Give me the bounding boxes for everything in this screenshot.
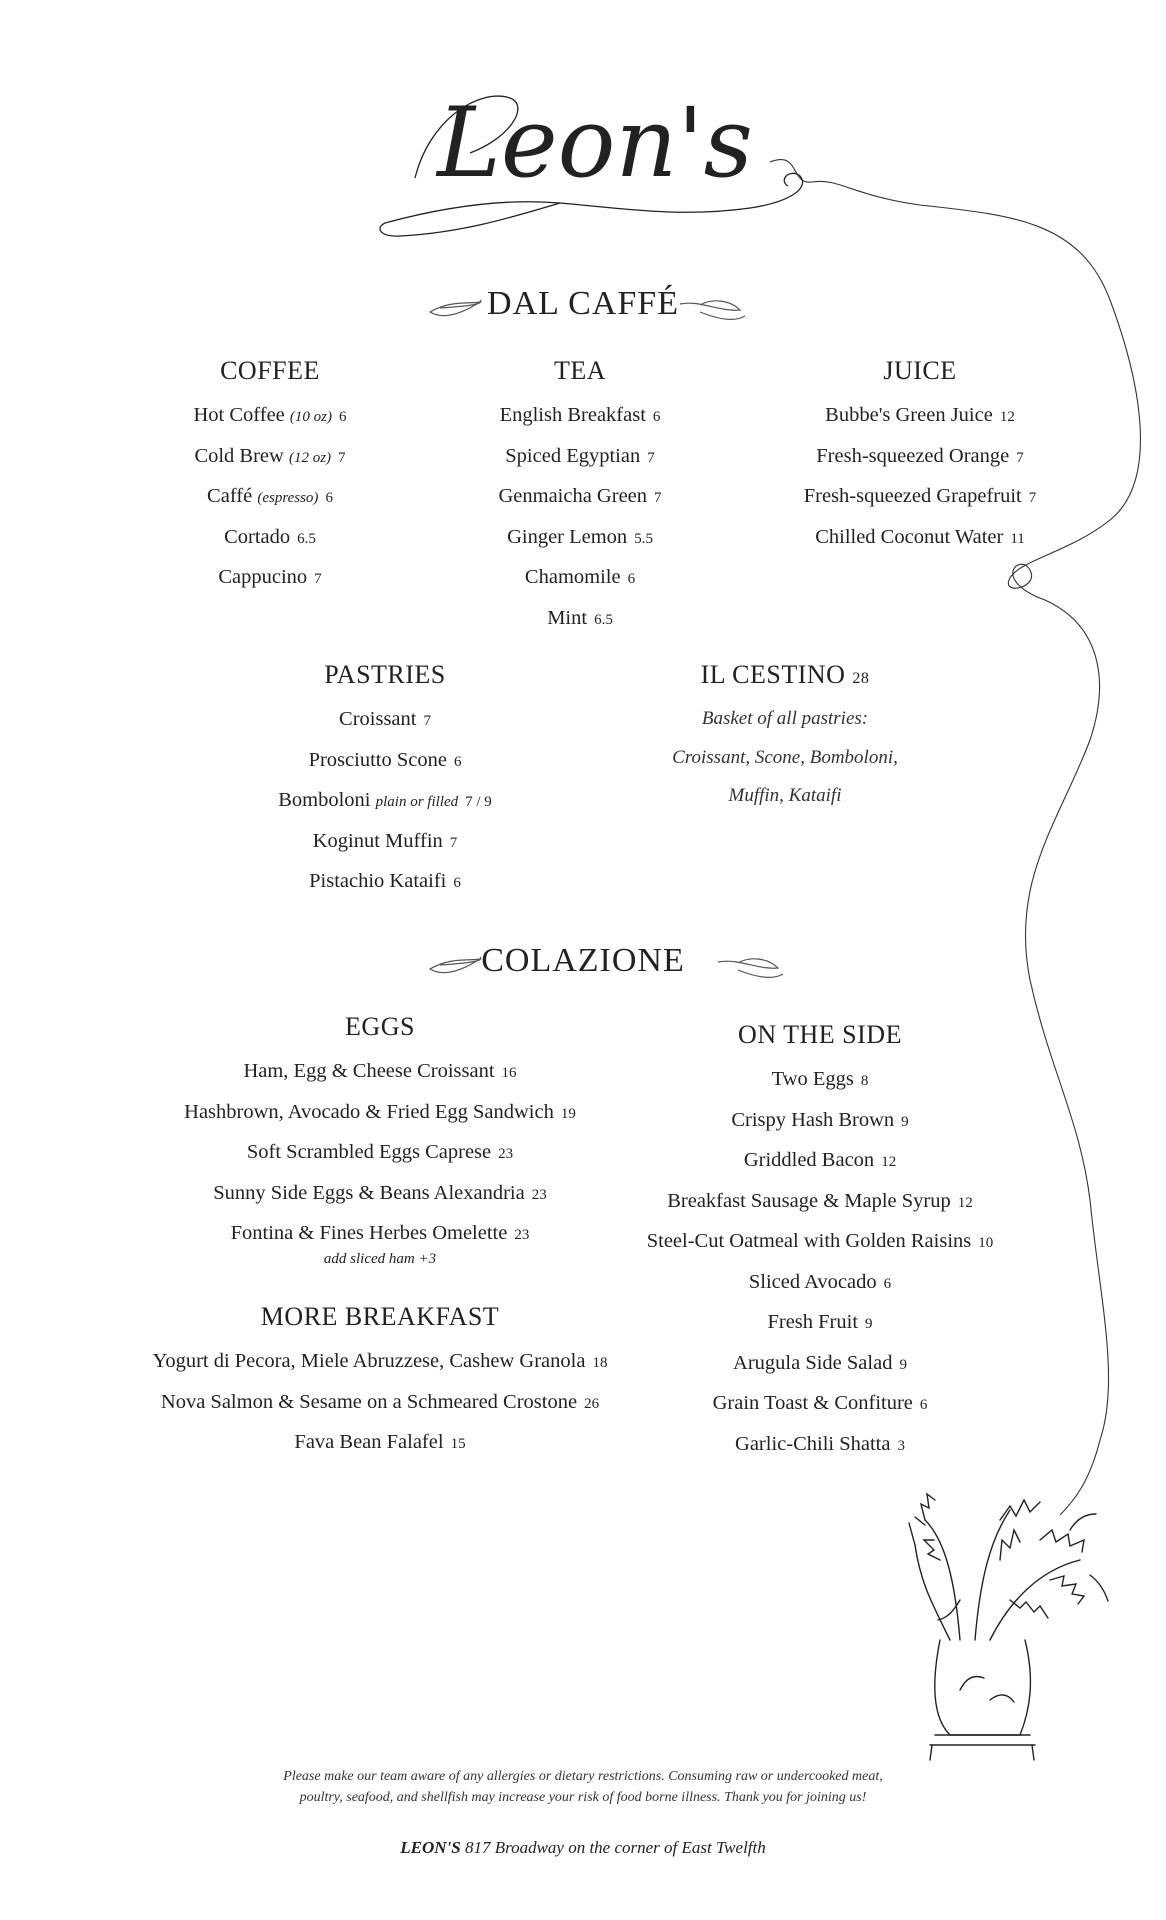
menu-item: Steel-Cut Oatmeal with Golden Raisins 10 [646,1230,994,1252]
menu-item: Crispy Hash Brown 9 [731,1108,909,1131]
disclaimer-line: poultry, seafood, and shellfish may increase your risk of food borne illness. Thank you for joining us! [299,1790,867,1805]
menu-item: Spiced Egyptian 7 [505,444,655,467]
menu-item: Fresh-squeezed Orange 7 [816,444,1024,467]
menu-item: Cappucino 7 [218,566,322,588]
menu-item: Caffé (espresso) 6 [207,485,333,507]
potted-plant-sketch-icon [909,1494,1108,1760]
on-the-side-column [620,1016,1020,1465]
section-title-dal-caffe: DAL CAFFÉ [487,285,679,322]
more-breakfast-heading: MORE BREAKFAST [260,1302,500,1331]
allergy-disclaimer [200,1766,966,1808]
eggs-addon-note: add sliced ham +3 [323,1250,437,1267]
more-breakfast-column [100,1298,660,1464]
menu-item: Koginut Muffin 7 [312,829,458,852]
footer-address [0,1838,1166,1858]
pastries-column [235,656,535,903]
menu-item: Mint 6.5 [547,606,613,629]
menu-item: Fava Bean Falafel 15 [294,1431,466,1453]
cestino-description-line: Croissant, Scone, Bomboloni, [672,746,898,768]
menu-item: Sliced Avocado 6 [748,1270,892,1293]
tea-column [430,352,730,639]
footer-address-text: 817 Broadway on the corner of East Twelfth [464,1838,766,1857]
menu-item: Cortado 6.5 [224,525,316,548]
menu-item: Fresh-squeezed Grapefruit 7 [803,485,1037,507]
menu-item: Cold Brew (12 oz) 7 [194,444,346,467]
menu-item: Nova Salmon & Sesame on a Schmeared Crostone 26 [160,1390,600,1413]
footer-brand: LEON'S [400,1838,461,1857]
menu-item: Soft Scrambled Eggs Caprese 23 [246,1141,514,1163]
menu-item: Hot Coffee (10 oz) 6 [193,404,347,426]
cestino-description-line: Muffin, Kataifi [728,785,842,806]
menu-item: Breakfast Sausage & Maple Syrup 12 [667,1189,973,1212]
coffee-heading: COFFEE [220,356,320,385]
menu-item: Hashbrown, Avocado & Fried Egg Sandwich 19 [184,1100,576,1123]
menu-item: Pistachio Kataifi 6 [309,870,461,892]
menu-item: Fontina & Fines Herbes Omelette 23 [230,1222,530,1244]
coffee-column [120,352,420,599]
cestino-heading: IL CESTINO 28 [700,660,870,689]
menu-item: Sunny Side Eggs & Beans Alexandria 23 [213,1181,547,1204]
menu-item: Garlic-Chili Shatta 3 [735,1432,905,1455]
menu-item: Chamomile 6 [524,566,636,588]
on-the-side-heading: ON THE SIDE [738,1020,902,1049]
menu-item: Ginger Lemon 5.5 [507,525,653,548]
menu-item: English Breakfast 6 [499,404,661,426]
menu-item: Two Eggs 8 [771,1068,869,1090]
menu-item: Grain Toast & Confiture 6 [712,1392,928,1414]
menu-item: Arugula Side Salad 9 [733,1351,907,1374]
menu-item: Fresh Fruit 9 [767,1311,873,1333]
cestino-column [620,656,950,816]
svg-text:Leon's: Leon's [437,87,753,199]
tea-heading: TEA [553,356,607,385]
menu-item: Bomboloni plain or filled 7 / 9 [278,789,492,811]
leons-logo [360,58,830,248]
menu-item: Chilled Coconut Water 11 [815,525,1025,548]
menu-item: Yogurt di Pecora, Miele Abruzzese, Cashew Granola 18 [152,1350,608,1372]
menu-item: Ham, Egg & Cheese Croissant 16 [243,1060,517,1082]
disclaimer-line: Please make our team aware of any allergies or dietary restrictions. Consuming raw or undercooked meat, [283,1769,883,1784]
menu-item: Croissant 7 [339,708,431,730]
menu-item: Prosciutto Scone 6 [308,748,462,771]
section-title-colazione: COLAZIONE [481,942,685,979]
menu-item: Bubbe's Green Juice 12 [825,404,1015,426]
eggs-heading: EGGS [345,1012,415,1041]
pastries-heading: PASTRIES [324,660,446,689]
juice-heading: JUICE [883,356,957,385]
menu-item: Griddled Bacon 12 [743,1149,897,1171]
menu-item: Genmaicha Green 7 [498,485,662,507]
cestino-description-line: Basket of all pastries: [701,708,869,729]
eggs-column [120,1008,640,1269]
juice-column [760,352,1080,558]
